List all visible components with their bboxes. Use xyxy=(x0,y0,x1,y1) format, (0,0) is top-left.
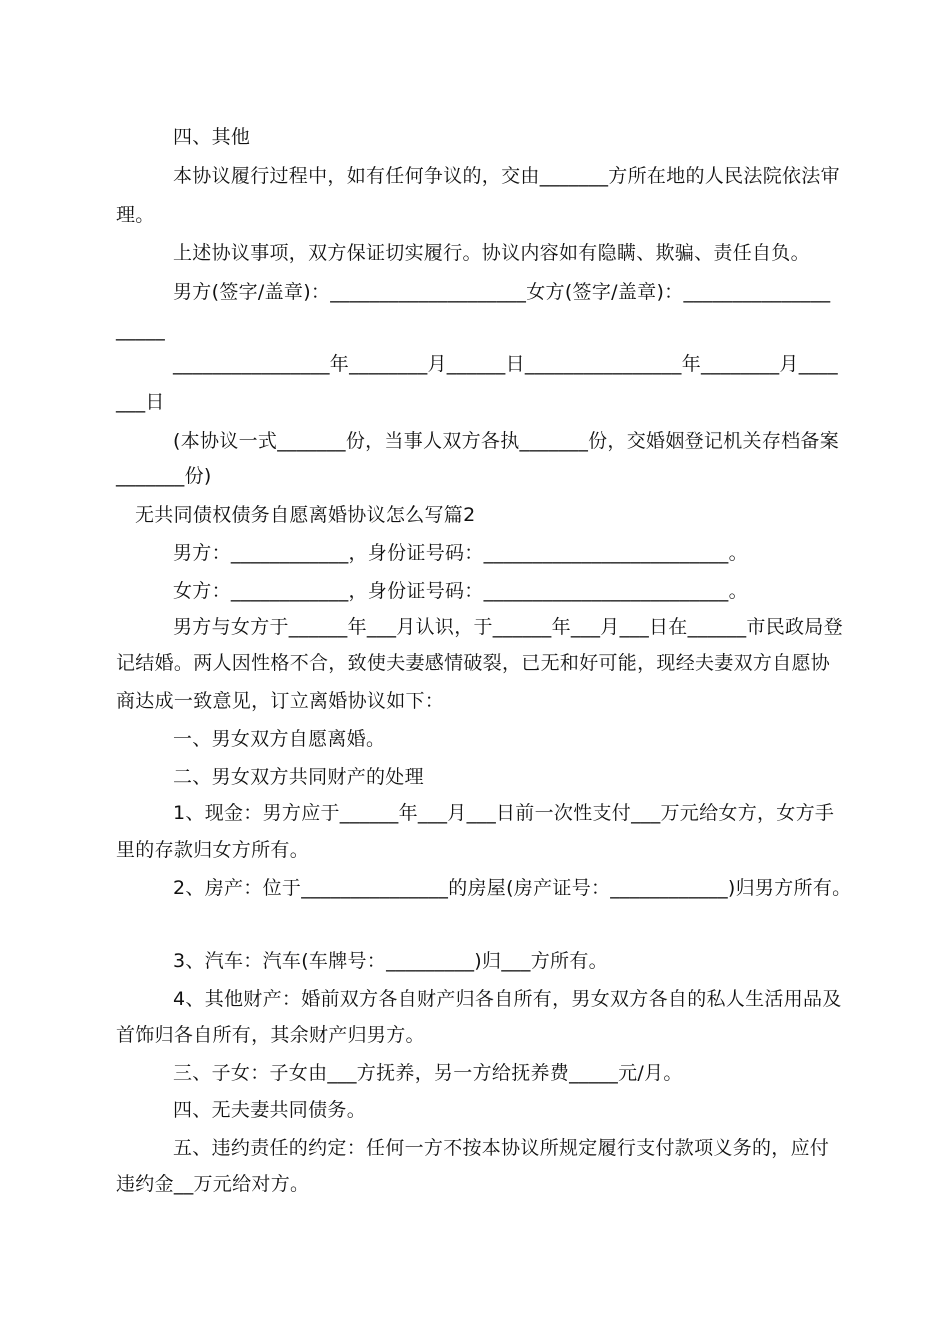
intro-paragraph: 男方与女方于______年___月认识，于______年___月___日在______市民政局登 xyxy=(173,616,843,638)
property-other: 4、其他财产：婚前双方各自财产归各自所有，男女双方各自的私人生活用品及 xyxy=(173,988,842,1010)
intro-paragraph-l3: 商达成一致意见，订立离婚协议如下： xyxy=(116,690,445,712)
property-house: 2、房产：位于_______________的房屋(房产证号：____________)归男方所有。 xyxy=(173,877,852,899)
signature-line-cont: _____ xyxy=(116,319,165,341)
dispute-clause: 本协议履行过程中，如有任何争议的，交由_______方所在地的人民法院依法审 xyxy=(173,165,840,187)
item-breach: 五、违约责任的约定：任何一方不按本协议所规定履行支付款项义务的，应付 xyxy=(173,1137,830,1159)
date-line: ________________年________月______日________________年________月____ xyxy=(173,353,838,375)
date-line-cont: ___日 xyxy=(116,391,165,413)
dispute-clause-cont: 理。 xyxy=(116,204,155,226)
item-divorce: 一、男女双方自愿离婚。 xyxy=(173,728,386,750)
item-debts: 四、无夫妻共同债务。 xyxy=(173,1099,367,1121)
property-cash-cont: 里的存款归女方所有。 xyxy=(116,839,310,861)
signature-line: 男方(签字/盖章)：____________________女方(签字/盖章)：_______________ xyxy=(173,281,831,303)
item-breach-cont: 违约金__万元给对方。 xyxy=(116,1173,310,1195)
property-cash: 1、现金：男方应于______年___月___日前一次性支付___万元给女方，女方手 xyxy=(173,802,835,824)
item-property: 二、男女双方共同财产的处理 xyxy=(173,766,424,788)
female-info-line: 女方：____________，身份证号码：_________________________。 xyxy=(173,580,748,602)
section-heading-other: 四、其他 xyxy=(173,126,251,148)
copies-note-cont: _______份) xyxy=(116,465,212,487)
property-other-cont: 首饰归各自所有，其余财产归男方。 xyxy=(116,1024,425,1046)
guarantee-clause: 上述协议事项，双方保证切实履行。协议内容如有隐瞒、欺骗、责任自负。 xyxy=(173,242,810,264)
item-children: 三、子女：子女由___方抚养，另一方给抚养费_____元/月。 xyxy=(173,1062,683,1084)
property-car: 3、汽车：汽车(车牌号：_________)归___方所有。 xyxy=(173,950,608,972)
male-info-line: 男方：____________，身份证号码：_________________________。 xyxy=(173,542,748,564)
article-title: 无共同债权债务自愿离婚协议怎么写篇2 xyxy=(135,504,476,526)
intro-paragraph-l2: 记结婚。两人因性格不合，致使夫妻感情破裂，已无和好可能，现经夫妻双方自愿协 xyxy=(116,652,831,674)
copies-note: (本协议一式_______份，当事人双方各执_______份，交婚姻登记机关存档备案 xyxy=(173,430,840,452)
